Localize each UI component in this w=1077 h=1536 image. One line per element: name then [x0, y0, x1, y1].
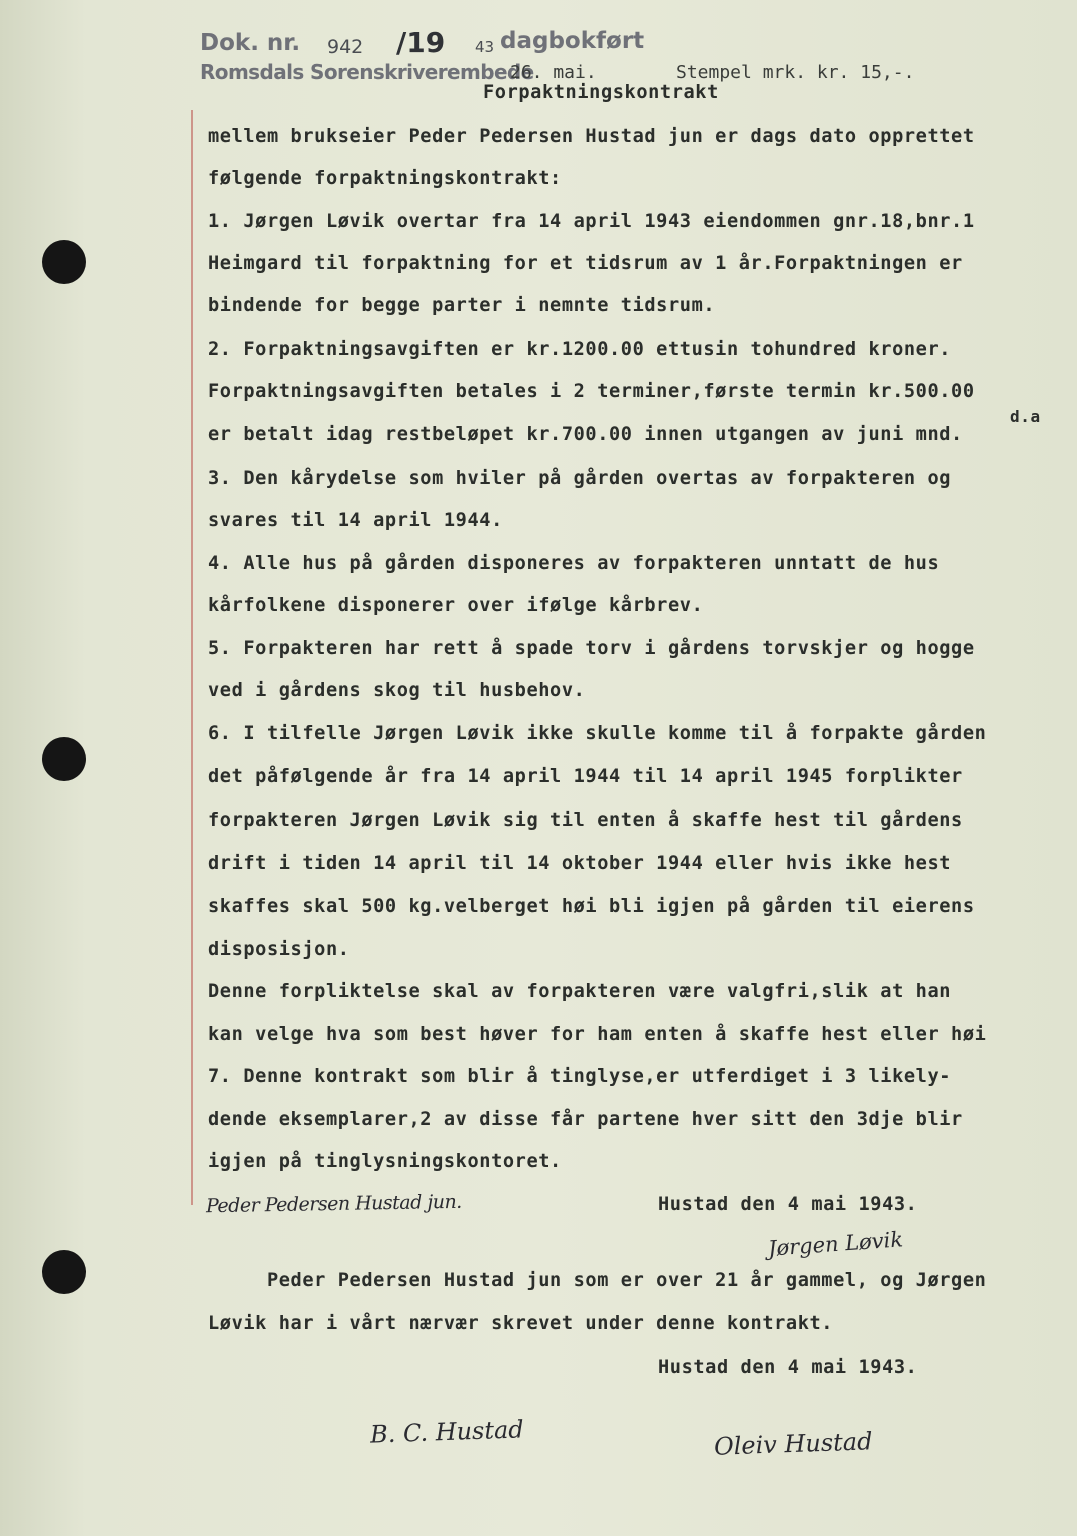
witness-signature: Oleiv Hustad [713, 1427, 873, 1461]
body-line: igjen på tinglysningskontoret. [208, 1151, 562, 1172]
body-line: bindende for begge parter i nemnte tidsrum. [208, 295, 716, 316]
registry-stamp-word: dagbokført [500, 28, 645, 54]
punch-hole [42, 240, 86, 284]
body-line: følgende forpaktningskontrakt: [208, 168, 562, 189]
year-suffix: 43 [475, 38, 495, 56]
lessee-signature: Jørgen Løvik [767, 1227, 904, 1261]
body-line: disposisjon. [208, 939, 350, 960]
body-line: 4. Alle hus på gården disponeres av forpakteren unntatt de hus [208, 553, 940, 574]
registration-date: 26. mai. [510, 62, 597, 83]
body-line: Heimgard til forpaktning for et tidsrum av 1 år.Forpaktningen er [208, 253, 963, 274]
document-title: Forpaktningskontrakt [483, 82, 719, 103]
body-line: kårfolkene disponerer over ifølge kårbrev. [208, 595, 704, 616]
body-line: dende eksemplarer,2 av disse får partene hver sitt den 3dje blir [208, 1109, 963, 1130]
witness-statement: Løvik har i vårt nærvær skrevet under denne kontrakt. [208, 1313, 834, 1334]
body-line: mellem brukseier Peder Pedersen Hustad jun er dags dato opprettet [208, 126, 975, 147]
body-line: Denne forpliktelse skal av forpakteren være valgfri,slik at han [208, 981, 952, 1002]
body-line: 6. I tilfelle Jørgen Løvik ikke skulle komme til å forpakte gården [208, 723, 987, 744]
body-line: 3. Den kårydelse som hviler på gården overtas av forpakteren og [208, 468, 952, 489]
punch-hole [42, 737, 86, 781]
lessor-signature: Peder Pedersen Hustad jun. [205, 1190, 462, 1218]
body-line: 5. Forpakteren har rett å spade torv i gårdens torvskjer og hogge [208, 638, 975, 659]
body-line: forpakteren Jørgen Løvik sig til enten å skaffe hest til gårdens [208, 810, 963, 831]
body-line: kan velge hva som best høver for ham enten å skaffe hest eller høi [208, 1024, 987, 1045]
witness-statement: Peder Pedersen Hustad jun som er over 21 år gammel, og Jørgen [208, 1270, 987, 1291]
registry-stamp-label: Dok. nr. [200, 30, 301, 56]
body-line: drift i tiden 14 april til 14 oktober 1944 eller hvis ikke hest [208, 853, 952, 874]
place-date: Hustad den 4 mai 1943. [658, 1357, 918, 1378]
body-line: 1. Jørgen Løvik overtar fra 14 april 1943 eiendommen gnr.18,bnr.1 [208, 211, 975, 232]
margin-rule [191, 110, 193, 1205]
body-line: 2. Forpaktningsavgiften er kr.1200.00 ettusin tohundred kroner. [208, 339, 952, 360]
body-line: er betalt idag restbeløpet kr.700.00 innen utgangen av juni mnd. [208, 424, 963, 445]
court-office-stamp: Romsdals Sorenskriverembede [200, 60, 534, 84]
insertion-mark: d.a [1010, 407, 1041, 426]
stamp-duty: Stempel mrk. kr. 15,-. [676, 62, 915, 83]
body-line: svares til 14 april 1944. [208, 510, 503, 531]
punch-hole [42, 1250, 86, 1294]
place-date: Hustad den 4 mai 1943. [658, 1194, 918, 1215]
witness-signature: B. C. Hustad [369, 1415, 525, 1449]
body-line: Forpaktningsavgiften betales i 2 terminer,første termin kr.500.00 [208, 381, 975, 402]
body-line: 7. Denne kontrakt som blir å tinglyse,er utferdiget i 3 likely- [208, 1066, 952, 1087]
year-prefix: /19 [396, 26, 446, 59]
doc-number: 942 [327, 36, 364, 58]
body-line: det påfølgende år fra 14 april 1944 til 14 april 1945 forplikter [208, 766, 963, 787]
body-line: skaffes skal 500 kg.velberget høi bli igjen på gården til eierens [208, 896, 975, 917]
body-line: ved i gårdens skog til husbehov. [208, 680, 586, 701]
